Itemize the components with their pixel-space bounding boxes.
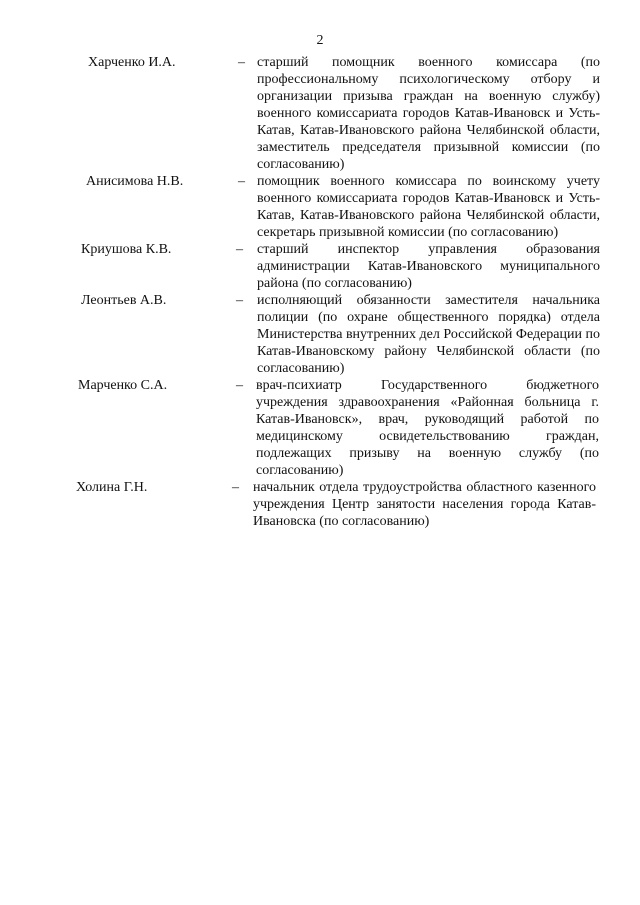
member-entry xyxy=(0,479,640,530)
dash-separator: – xyxy=(236,293,243,308)
member-entry xyxy=(0,241,640,292)
dash-separator: – xyxy=(236,242,243,257)
member-entry xyxy=(0,173,640,241)
member-entry xyxy=(0,292,640,377)
commission-members-list xyxy=(0,54,640,530)
member-name: Марченко С.А. xyxy=(78,378,168,393)
member-position: начальник отдела трудоустройства областного казенного учреждения Центр занятости населения города Катав-Ивановска (по согласованию) xyxy=(253,480,596,529)
dash-separator: – xyxy=(238,55,245,70)
member-entry xyxy=(0,377,640,479)
member-name: Харченко И.А. xyxy=(88,55,176,70)
member-name: Леонтьев А.В. xyxy=(81,293,167,308)
member-entry xyxy=(0,54,640,173)
dash-separator: – xyxy=(236,378,243,393)
dash-separator: – xyxy=(232,480,239,495)
member-position: помощник военного комиссара по воинскому учету военного комиссариата городов Катав-Ивановск и Усть-Катав, Катав-Ивановского района Челябинской области, секретарь призывной комиссии (по согласованию) xyxy=(257,174,600,240)
member-position: врач-психиатр Государственного бюджетного учреждения здравоохранения «Районная больница г. Катав-Ивановск», врач, руководящий работой по медицинскому освидетельствованию граждан, подлежащих призыву на военную службу (по согласованию) xyxy=(256,378,599,478)
member-name: Анисимова Н.В. xyxy=(86,174,184,189)
member-name: Холина Г.Н. xyxy=(76,480,148,495)
page-number: 2 xyxy=(316,33,324,48)
member-position: старший помощник военного комиссара (по профессиональному психологическому отбору и организации призыва граждан на военную службу) военного комиссариата городов Катав-Ивановск и Усть-Катав, Катав-Ивановского района Челябинской области, заместитель председателя призывной комиссии (по согласованию) xyxy=(257,55,600,172)
member-name: Криушова К.В. xyxy=(81,242,172,257)
dash-separator: – xyxy=(238,174,245,189)
member-position: старший инспектор управления образования администрации Катав-Ивановского муниципального района (по согласованию) xyxy=(257,242,600,291)
member-position: исполняющий обязанности заместителя начальника полиции (по охране общественного порядка) отдела Министерства внутренних дел Российской Федерации по Катав-Ивановскому району Челябинской области (по согласованию) xyxy=(257,293,600,376)
